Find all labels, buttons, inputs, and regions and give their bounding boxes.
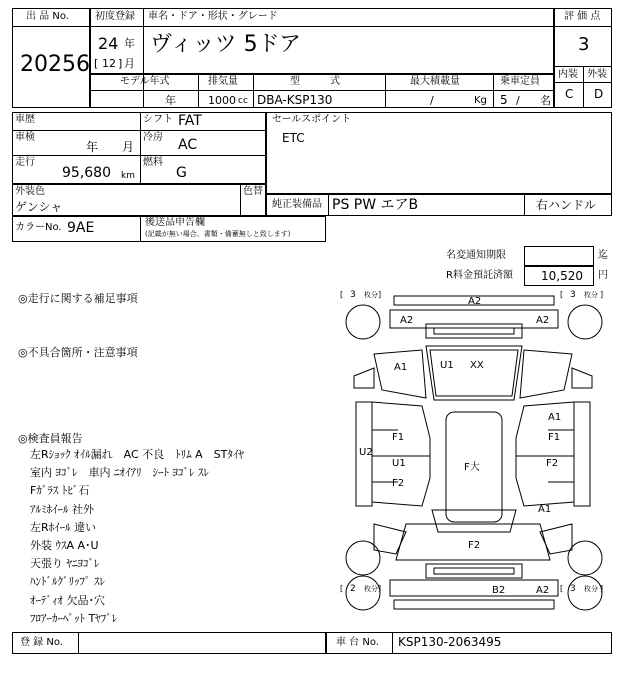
first-registration-label: 初度登録 (95, 11, 135, 22)
mark-front-right: A2 (536, 315, 550, 326)
svg-text:[: [ (560, 584, 564, 593)
registration-month: 12 (102, 57, 116, 70)
mark-left-rear-f2: F2 (392, 478, 405, 489)
mark-rear-right: A2 (536, 585, 550, 596)
history-label: 車歴 (15, 114, 35, 125)
tag-top-right: 3 (570, 290, 576, 300)
inspector-remark-line: Fｶﾞﾗｽ ﾄﾋﾞ石 (30, 484, 90, 498)
svg-text:枚分: 枚分 (584, 291, 598, 299)
interior-grade: C (565, 87, 574, 101)
details-left-box (12, 112, 266, 184)
capacity-label: 乗車定員 (500, 76, 540, 87)
score-value: 3 (578, 34, 590, 55)
car-name: ヴィッツ 5ドア (150, 32, 302, 57)
inspector-remark-line: ﾊﾝﾄﾞﾙｸﾞﾘｯﾌﾟ ｽﾚ (30, 575, 105, 589)
km-unit: km (121, 171, 135, 181)
color-number-value: 9AE (67, 220, 95, 236)
displacement-value: 1000 (208, 94, 236, 107)
inspector-remark-line: ﾌﾛｱｰｶｰﾍﾟｯﾄ Tﾔﾌﾞﾚ (30, 611, 118, 625)
capacity-separator: / (516, 94, 520, 107)
rear-report-label: 後送品申告欄 (145, 217, 205, 228)
recycle-fee-label: R料金預託済額 (446, 270, 513, 281)
color-change-label: 色替 (243, 186, 263, 197)
shift-label: シフト (143, 114, 173, 125)
sales-point-label: セールスポイント (272, 114, 352, 125)
svg-text:]: ] (378, 290, 382, 299)
score-label: 評 価 点 (564, 11, 601, 22)
ac-value: AC (178, 137, 198, 153)
inspector-remark-line: 外装 ｳｽA A･U (30, 539, 99, 552)
defect-notes-title: ◎不具合箇所・注意事項 (18, 346, 138, 359)
svg-text:[: [ (560, 290, 564, 299)
mark-front-left: A2 (400, 315, 414, 326)
name-change-deadline-unit: 迄 (598, 250, 608, 261)
mark-left-rear-u1: U1 (392, 458, 406, 469)
tag-bottom-right: 3 (570, 584, 576, 594)
displacement-label: 排気量 (208, 76, 238, 87)
svg-text:[: [ (340, 290, 344, 299)
mark-rear-bumper: B2 (492, 585, 506, 596)
chassis-number-value: KSP130-2063495 (398, 635, 502, 649)
svg-text:枚分: 枚分 (584, 585, 598, 593)
damage-map (334, 288, 612, 628)
sales-point-value: ETC (282, 131, 305, 145)
color-number-label: カラーNo. (15, 222, 62, 233)
recycle-fee-value: 10,520 (541, 269, 583, 283)
mark-windshield-u1: U1 (440, 360, 454, 371)
cc-unit: cc (238, 96, 248, 106)
registration-month-unit: 月 (124, 57, 135, 70)
mark-right-front-f1: F1 (548, 432, 561, 443)
fuel-value: G (176, 165, 187, 181)
svg-text:枚分: 枚分 (364, 585, 378, 593)
mark-trunk: F2 (468, 540, 481, 551)
exterior-grade: D (594, 87, 604, 101)
shift-value: FAT (178, 113, 202, 129)
name-change-deadline-label: 名変通知期限 (446, 250, 506, 261)
lot-number-label: 出 品 No. (26, 11, 69, 22)
inspector-remark-line: 室内 ﾖｺﾞﾚ 車内 ﾆｵｲｱﾘ ｼｰﾄ ﾖｺﾞﾚ ｽﾚ (30, 466, 209, 480)
inspector-remark-line: ｱﾙﾐﾎｲｰﾙ 社外 (30, 502, 94, 516)
max-load-value: / (430, 94, 434, 107)
mark-left-fender: A1 (394, 362, 408, 373)
exterior-color-value: ゲンシャ (15, 200, 63, 214)
registration-number-label: 登 録 No. (20, 637, 63, 648)
lot-number: 20256 (20, 52, 90, 77)
max-load-label: 最大積載量 (410, 76, 460, 87)
mark-right-rear-a1: A1 (538, 504, 552, 515)
svg-text:]: ] (600, 584, 604, 593)
model-year-value: 年 (165, 94, 176, 107)
svg-text:]: ] (378, 584, 382, 593)
inspection-month-unit: 月 (122, 140, 135, 154)
capacity-unit: 名 (540, 94, 551, 107)
interior-label: 内装 (558, 69, 578, 80)
steering-value: 右ハンドル (536, 198, 597, 212)
inspector-remark-line: ｵｰﾃﾞｨｵ 欠品･穴 (30, 593, 105, 607)
inspection-year-unit: 年 (86, 140, 99, 154)
registration-year: 24 (98, 34, 119, 53)
svg-text:枚分: 枚分 (364, 291, 378, 299)
svg-text:[: [ (340, 584, 344, 593)
inspector-report-title: ◎検査員報告 (18, 432, 83, 445)
car-name-label: 車名・ドア・形状・グレード (148, 11, 278, 22)
svg-text:]: ] (600, 290, 604, 299)
fuel-label: 燃料 (143, 157, 163, 168)
type-value: DBA-KSP130 (257, 93, 333, 107)
inspector-remark-line: 左Rｼｮｯｸ ｵｲﾙ漏れ AC 不良 ﾄﾘﾑ A STﾀｲﾔ (30, 448, 244, 461)
tag-top-left: 3 (350, 290, 356, 300)
tag-bottom-left: 2 (350, 584, 356, 594)
mileage-label: 走行 (15, 157, 35, 168)
mark-roof: F大 (464, 462, 480, 473)
mileage-value: 95,680 (62, 165, 111, 181)
capacity-value: 5 (500, 93, 508, 107)
inspector-remark-line: 左Rﾎｲｰﾙ 違い (30, 520, 97, 534)
registration-year-unit: 年 (124, 37, 135, 50)
inspection-label: 車検 (15, 132, 35, 143)
mark-left-door-f1: F1 (392, 432, 405, 443)
ac-label: 冷房 (143, 132, 163, 143)
driving-notes-title: ◎走行に関する補足事項 (18, 292, 138, 305)
chassis-number-label: 車 台 No. (336, 637, 379, 648)
mark-right-rear-f2: F2 (546, 458, 559, 469)
rear-report-note: (記載が無い場合、書類・備蓄無しと致します) (145, 230, 291, 238)
mark-front-bumper: A2 (468, 296, 482, 307)
equipment-value: PS PW エアB (332, 197, 419, 213)
recycle-fee-unit: 円 (598, 270, 608, 281)
mark-left-u2: U2 (359, 447, 373, 458)
mark-windshield-xx: XX (470, 360, 484, 371)
kg-unit: Kg (474, 95, 487, 106)
type-label: 型 式 (290, 76, 340, 87)
exterior-label: 外装 (587, 69, 607, 80)
mark-right-front-a1: A1 (548, 412, 562, 423)
model-year-label: モデル年式 (120, 76, 170, 87)
name-change-deadline-field (524, 246, 594, 266)
equipment-label: 純正装備品 (272, 199, 322, 210)
exterior-color-label: 外装色 (15, 186, 45, 197)
inspector-remark-line: 天張り ﾔﾆﾖｺﾞﾚ (30, 557, 100, 571)
